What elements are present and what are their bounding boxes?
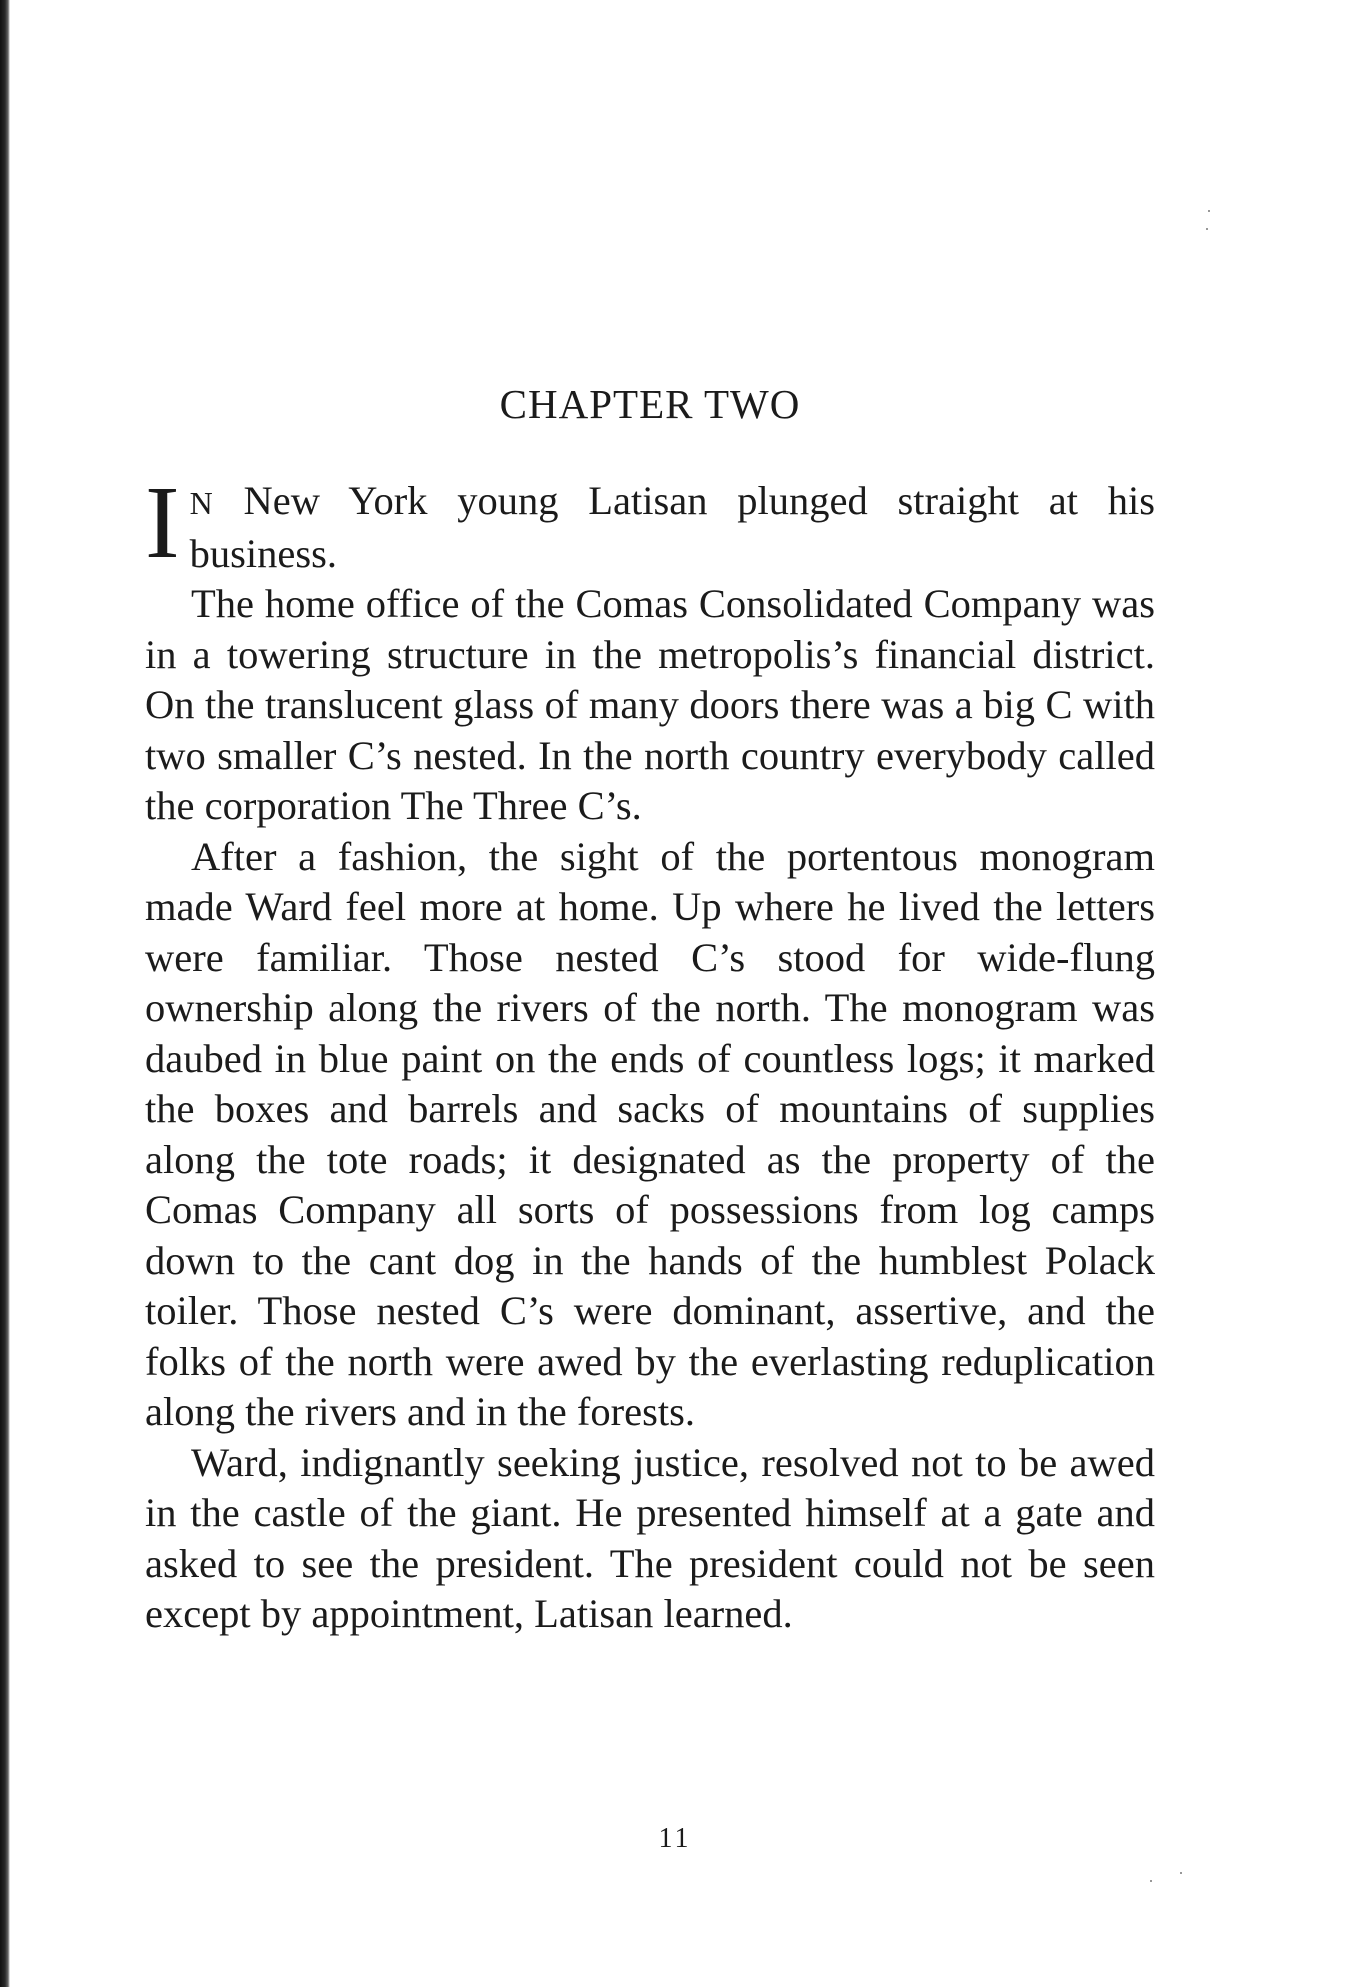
binding-edge bbox=[0, 0, 10, 1987]
paragraph-1-text: New York young Latisan plunged straight at his business. bbox=[189, 478, 1155, 576]
small-caps-lead: N bbox=[189, 485, 214, 521]
drop-cap: I bbox=[145, 465, 180, 580]
paper-speck bbox=[1180, 1872, 1182, 1874]
page-number: 11 bbox=[658, 1823, 692, 1854]
chapter-title: CHAPTER TWO bbox=[499, 381, 801, 427]
paragraph-3: After a fashion, the sight of the portentous monogram made Ward feel more at home. Up where he lived the letters were familiar. Those nested C’s stood for wide-flung ownership along the rivers of the north. The monogram was daubed in blue paint on the ends of countless logs; it marked the boxes and barrels and sacks of mountains of supplies along the tote roads; it designated as the property of the Comas Company all sorts of possessions from log camps down to the cant dog in the hands of the humblest Polack toiler. Those nested C’s were dominant, assertive, and the folks of the north were awed by the everlasting reduplication along the rivers and in the forests. bbox=[145, 833, 1155, 1434]
paragraph-2: The home office of the Comas Consolidated Company was in a towering structure in the metropolis’s financial district. On the translucent glass of many doors there was a big C with two smaller C’s nested. In the north country everybody called the corporation The Three C’s. bbox=[145, 581, 1155, 828]
paper-speck bbox=[1206, 228, 1208, 230]
book-page bbox=[145, 380, 1155, 1640]
paragraph-4: Ward, indignantly seeking justice, resolved not to be awed in the castle of the giant. He presented himself at a gate and asked to see the president. The president could not be seen except by appointment, Latisan learned. bbox=[145, 1439, 1155, 1636]
paper-speck bbox=[1208, 210, 1210, 212]
paper-speck bbox=[1150, 1880, 1152, 1882]
paragraph-1 bbox=[145, 465, 1155, 580]
